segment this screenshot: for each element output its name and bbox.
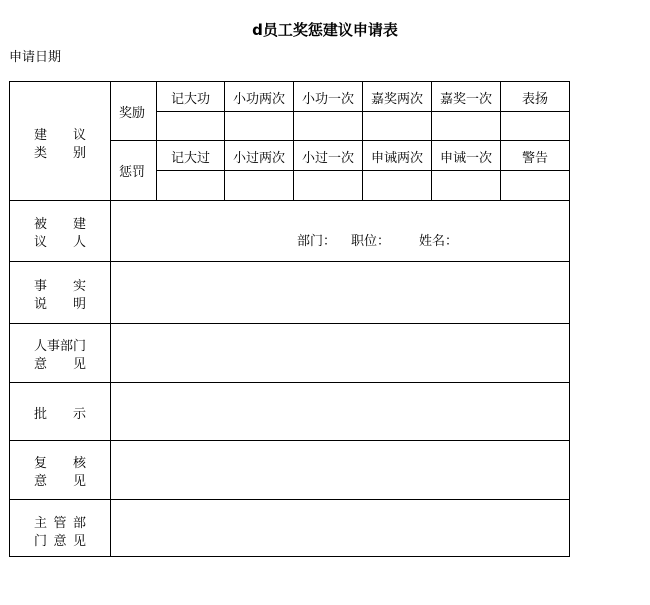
name-label: 姓名： xyxy=(419,234,459,249)
department-label: 部门： xyxy=(297,234,337,249)
reward-mark-cell[interactable] xyxy=(157,112,224,140)
punish-option: 申诫两次 xyxy=(370,151,423,166)
reward-mark-cell[interactable] xyxy=(501,112,569,140)
facts-label: 事 实 xyxy=(34,279,86,294)
facts-label: 说 明 xyxy=(34,297,86,312)
hr-opinion-label: 意 见 xyxy=(34,357,86,372)
table-border-left xyxy=(9,81,10,557)
punish-option: 警告 xyxy=(521,151,548,166)
reward-option: 小功一次 xyxy=(301,92,354,107)
hr-opinion-field[interactable] xyxy=(111,324,569,382)
reward-option: 小功两次 xyxy=(232,92,285,107)
reward-mark-cell[interactable] xyxy=(225,112,293,140)
review-label: 意 见 xyxy=(34,474,86,489)
facts-field[interactable] xyxy=(111,262,569,323)
form-title: d员工奖惩建议申请表 xyxy=(252,21,398,39)
nominee-label: 被 建 xyxy=(34,217,86,232)
punish-option: 小过一次 xyxy=(301,151,354,166)
punish-option: 申诫一次 xyxy=(439,151,492,166)
reward-option: 记大功 xyxy=(170,92,210,107)
nominee-label: 议 人 xyxy=(34,235,86,250)
table-border-right xyxy=(569,81,570,557)
punish-option: 小过两次 xyxy=(232,151,285,166)
punish-mark-cell[interactable] xyxy=(432,171,500,200)
punish-label: 惩罚 xyxy=(119,165,146,180)
punish-mark-cell[interactable] xyxy=(225,171,293,200)
reward-mark-cell[interactable] xyxy=(363,112,431,140)
table-border-bottom xyxy=(9,556,570,557)
review-label: 复 核 xyxy=(34,456,86,471)
reward-mark-cell[interactable] xyxy=(432,112,500,140)
manager-opinion-label: 主 管 部 xyxy=(34,516,86,531)
punish-mark-cell[interactable] xyxy=(501,171,569,200)
punish-mark-cell[interactable] xyxy=(294,171,362,200)
punish-mark-cell[interactable] xyxy=(157,171,224,200)
reward-option: 嘉奖一次 xyxy=(439,92,492,107)
punish-option: 记大过 xyxy=(170,151,210,166)
review-field[interactable] xyxy=(111,441,569,499)
reward-punish-divider xyxy=(110,140,570,141)
approval-label: 批 示 xyxy=(34,407,86,422)
manager-opinion-field[interactable] xyxy=(111,500,569,556)
reward-option: 嘉奖两次 xyxy=(370,92,423,107)
suggestion-type-label: 建 议 xyxy=(34,128,86,143)
reward-option: 表扬 xyxy=(521,92,548,107)
table-border-top xyxy=(9,81,570,82)
reward-mark-cell[interactable] xyxy=(294,112,362,140)
application-date-label: 申请日期 xyxy=(9,50,62,65)
hr-opinion-label: 人事部门 xyxy=(34,339,87,354)
suggestion-type-label: 类 别 xyxy=(34,146,86,161)
approval-field[interactable] xyxy=(111,383,569,440)
manager-opinion-label: 门 意 见 xyxy=(34,534,86,549)
position-label: 职位： xyxy=(351,234,391,249)
punish-mark-cell[interactable] xyxy=(363,171,431,200)
row-divider xyxy=(9,200,570,201)
reward-label: 奖励 xyxy=(119,106,146,121)
